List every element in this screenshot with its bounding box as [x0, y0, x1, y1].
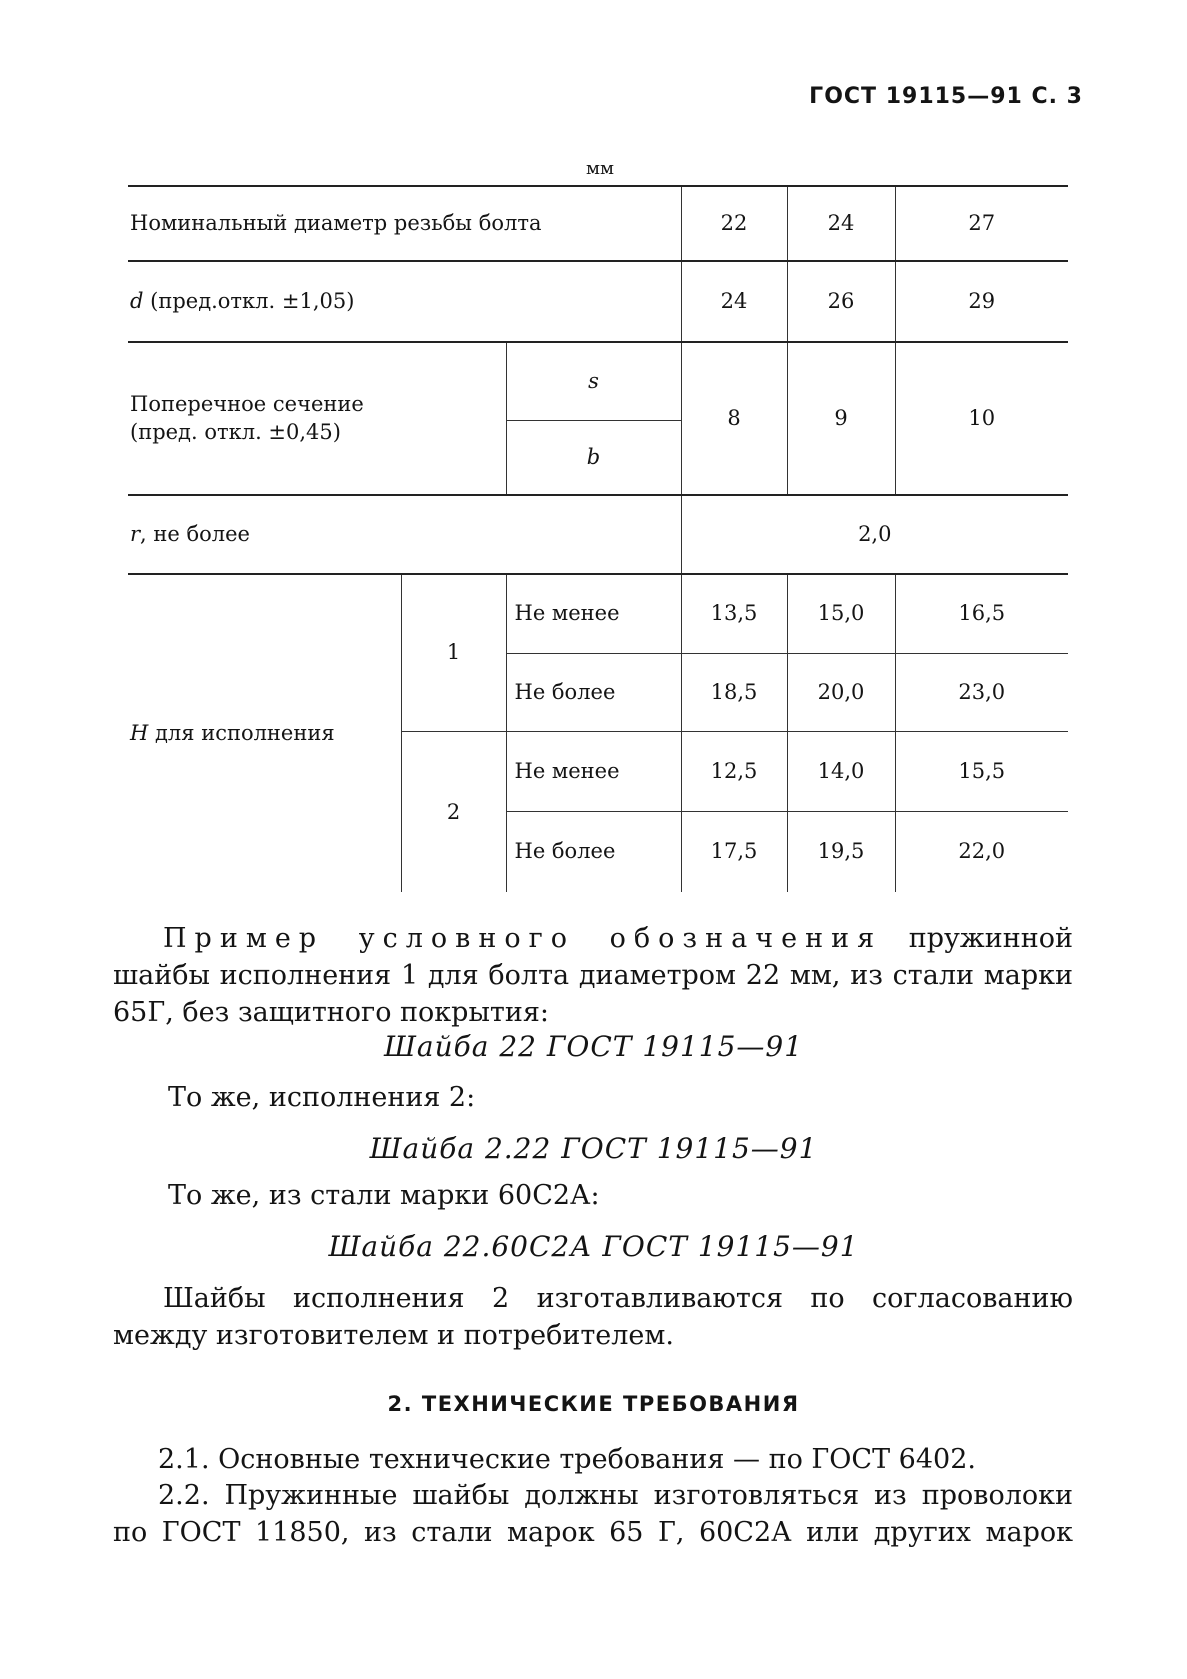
- b-label: b: [506, 420, 681, 495]
- clause-2-2-line1: 2.2. Пружинные шайбы должны изготовляться из проволоки: [158, 1480, 1073, 1511]
- not-less-label: Не менее: [506, 732, 681, 812]
- table-unit: мм: [586, 158, 615, 179]
- table-row: [128, 342, 1068, 420]
- table-cell: 27: [895, 186, 1068, 261]
- section-label-line2: (пред. откл. ±0,45): [130, 419, 341, 444]
- table-row: [128, 186, 1068, 261]
- d-label-text: (пред.откл. ±1,05): [143, 288, 355, 313]
- table-cell: 20,0: [787, 653, 895, 731]
- table-cell: 15,5: [895, 732, 1068, 812]
- table-cell: 18,5: [681, 653, 787, 731]
- table-cell: 2,0: [681, 495, 1068, 573]
- exec-2: 2: [401, 732, 506, 892]
- table-cell: 17,5: [681, 811, 787, 892]
- table-cell: 15,0: [787, 574, 895, 654]
- section-title: 2. ТЕХНИЧЕСКИЕ ТРЕБОВАНИЯ: [387, 1392, 800, 1416]
- h-label-text: для исполнения: [148, 720, 335, 745]
- formula-3: Шайба 22.60С2А ГОСТ 19115—91: [328, 1230, 859, 1263]
- clause-2-1: 2.1. Основные технические требования — по ГОСТ 6402.: [158, 1444, 976, 1475]
- table-cell: 12,5: [681, 732, 787, 812]
- h-symbol: H: [130, 720, 149, 745]
- table-cell: 22: [681, 186, 787, 261]
- not-more-label: Не более: [506, 811, 681, 892]
- table-cell: 22,0: [895, 811, 1068, 892]
- formula-2: Шайба 2.22 ГОСТ 19115—91: [369, 1132, 818, 1165]
- table-cell: 19,5: [787, 811, 895, 892]
- dimensions-table: [128, 185, 1068, 892]
- table-cell: 24: [681, 261, 787, 342]
- d-label: [128, 261, 681, 342]
- same-exec-2: То же, исполнения 2:: [168, 1082, 476, 1113]
- example-lead-rest: пружинной шайбы исполнения 1 для болта диаметром 22 мм, из стали марки 65Г, без защитного покрытия:: [113, 923, 1074, 1028]
- not-less-label: Не менее: [506, 574, 681, 654]
- example-lead: Пример условного обозначения: [163, 923, 883, 954]
- same-steel: То же, из стали марки 60С2А:: [168, 1180, 600, 1211]
- table-cell: 29: [895, 261, 1068, 342]
- table-cell: 14,0: [787, 732, 895, 812]
- table-cell: 13,5: [681, 574, 787, 654]
- section-label-line1: Поперечное сечение: [130, 392, 364, 417]
- table-cell: 26: [787, 261, 895, 342]
- not-more-label: Не более: [506, 653, 681, 731]
- r-label: [128, 495, 681, 573]
- example-paragraph: [113, 920, 1073, 1031]
- formula-1: Шайба 22 ГОСТ 19115—91: [383, 1030, 804, 1063]
- diameter-label: Номинальный диаметр резьбы болта: [128, 186, 681, 261]
- r-label-text: , не более: [140, 522, 250, 547]
- table-cell: 8: [681, 342, 787, 496]
- table-row: [128, 495, 1068, 573]
- r-symbol: r: [130, 522, 141, 547]
- table-cell: 10: [895, 342, 1068, 496]
- table-cell: 24: [787, 186, 895, 261]
- table-cell: 9: [787, 342, 895, 496]
- h-label: [128, 574, 401, 892]
- page-header: ГОСТ 19115—91 С. 3: [809, 84, 1083, 109]
- table-row: [128, 574, 1068, 654]
- clause-2-2-line2: по ГОСТ 11850, из стали марок 65 Г, 60С2А или других марок: [113, 1517, 1073, 1548]
- table-cell: 16,5: [895, 574, 1068, 654]
- note-paragraph: Шайбы исполнения 2 изготавливаются по согласованию между изготовителем и потребителем.: [113, 1283, 1073, 1351]
- section-label: [128, 342, 506, 496]
- exec-1: 1: [401, 574, 506, 732]
- table-cell: 23,0: [895, 653, 1068, 731]
- d-symbol: d: [130, 288, 144, 313]
- s-label: s: [506, 342, 681, 420]
- table-row: [128, 261, 1068, 342]
